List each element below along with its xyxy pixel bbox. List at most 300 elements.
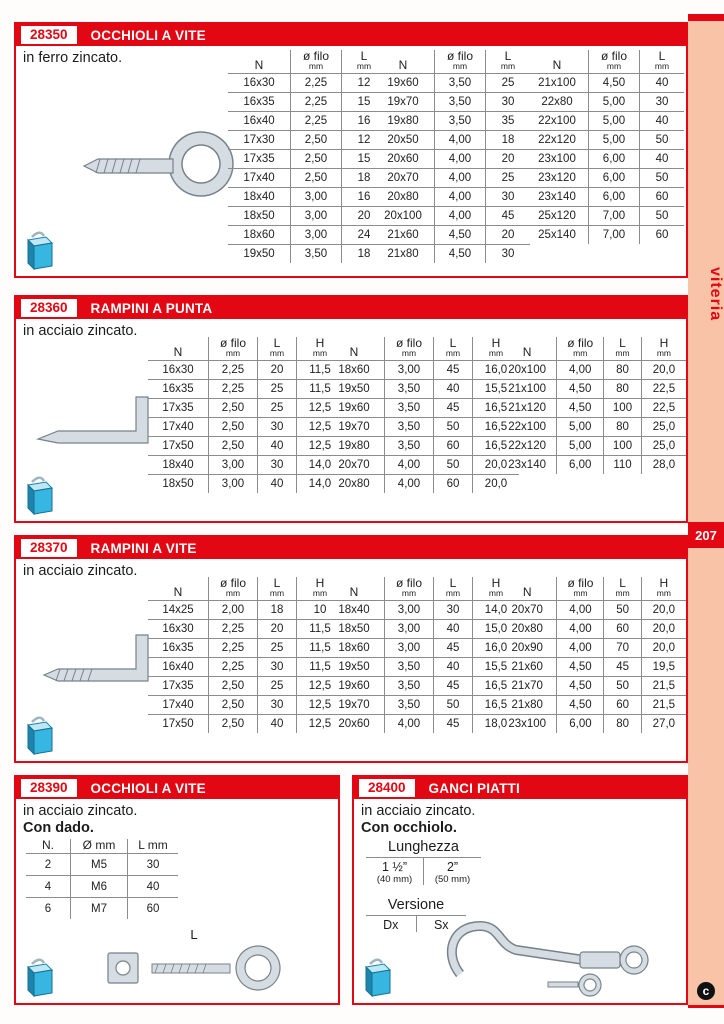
column-header: H mm	[641, 577, 686, 601]
table-cell: 22,5	[641, 399, 686, 418]
length-option: 1 ½” (40 mm)	[376, 860, 413, 885]
table-cell: 40	[258, 437, 297, 456]
table-row	[324, 475, 519, 494]
table-cell: 35	[486, 112, 531, 131]
publisher-logo: c	[697, 982, 715, 1000]
table-cell: 60	[128, 898, 179, 920]
table-cell: 80	[604, 418, 642, 437]
table-cell: 24	[342, 226, 387, 245]
table-row	[148, 677, 343, 696]
table-cell: 23x120	[526, 169, 589, 188]
column-header: ø filo mm	[209, 337, 258, 361]
table-cell: 16	[342, 112, 387, 131]
table-cell: 19,5	[641, 658, 686, 677]
column-header: N	[254, 58, 264, 72]
table-cell: 19x50	[324, 380, 385, 399]
column-header: N	[398, 58, 408, 72]
table-cell: 16,5	[473, 437, 520, 456]
table-cell: 50	[434, 418, 473, 437]
table-cell: 20	[486, 150, 531, 169]
table-cell: 20x80	[372, 188, 435, 207]
screw-hook-illustration	[38, 627, 163, 691]
table-cell: 14x25	[148, 601, 209, 620]
section-header	[16, 297, 686, 319]
table-cell: 12,5	[297, 677, 344, 696]
table-cell: 20	[486, 226, 531, 245]
variant-note: Con occhiolo.	[361, 820, 457, 836]
package-box-icon	[24, 473, 56, 515]
table-cell: 2,50	[209, 399, 258, 418]
table-cell: 16,5	[473, 399, 520, 418]
table-cell: 25	[258, 399, 297, 418]
table-cell: 20x60	[372, 150, 435, 169]
section-28400	[352, 775, 688, 1005]
pointed-hook-illustration	[34, 389, 164, 455]
table-cell: 16x35	[148, 639, 209, 658]
section-header	[16, 24, 686, 46]
column-header: ø filo mm	[209, 577, 258, 601]
table-row	[148, 696, 343, 715]
column-header: N.	[42, 838, 54, 852]
table-cell: 30	[486, 245, 531, 264]
table-cell: 3,50	[385, 696, 434, 715]
table-cell: 45	[486, 207, 531, 226]
package-box-icon	[24, 955, 56, 997]
table-cell: 19x60	[324, 399, 385, 418]
category-label: viteria	[707, 266, 724, 322]
table-cell: 19x60	[372, 74, 435, 93]
table-cell: 19x80	[324, 437, 385, 456]
table-cell: 20x70	[372, 169, 435, 188]
table-cell: 18x50	[148, 475, 209, 494]
table-cell: 25	[258, 380, 297, 399]
table-cell: 25,0	[641, 437, 686, 456]
table-row	[324, 601, 519, 620]
table-cell: 2,50	[291, 131, 342, 150]
table-cell: 17x40	[228, 169, 291, 188]
table-row	[228, 131, 386, 150]
material-note: in acciaio zincato.	[23, 323, 138, 339]
table-cell: 3,00	[385, 639, 434, 658]
table-cell: 22x100	[498, 418, 557, 437]
table-cell: 17x30	[228, 131, 291, 150]
table-row	[324, 620, 519, 639]
table-cell: 5,00	[557, 418, 604, 437]
table-cell: 3,50	[385, 399, 434, 418]
table-cell: 19x70	[324, 418, 385, 437]
table-cell: 4,50	[557, 677, 604, 696]
table-row	[148, 601, 343, 620]
table-cell: 4,50	[435, 226, 486, 245]
table-row	[498, 639, 686, 658]
table-cell: 2,50	[209, 715, 258, 734]
table-row	[26, 854, 178, 876]
table-cell: 4,00	[435, 131, 486, 150]
table-cell: 18x60	[324, 639, 385, 658]
table-cell: 4,00	[385, 456, 434, 475]
table-cell: 60	[640, 188, 685, 207]
table-row	[526, 93, 684, 112]
table-cell: 19x70	[324, 696, 385, 715]
section-code: 28400	[359, 779, 415, 797]
table-cell: 16x40	[228, 112, 291, 131]
column-header: L mm	[640, 50, 685, 74]
table-row	[148, 380, 343, 399]
table-cell: 18x50	[228, 207, 291, 226]
table-cell: 2,25	[209, 639, 258, 658]
table-cell: 60	[604, 696, 641, 715]
side-tab-top-rule	[688, 14, 724, 21]
table-row	[498, 437, 686, 456]
table-cell: 40	[128, 876, 179, 898]
column-header: N	[349, 345, 359, 359]
section-28370	[14, 535, 688, 763]
table-cell: 22x120	[498, 437, 557, 456]
table-row	[372, 188, 530, 207]
table-row	[498, 696, 686, 715]
table-cell: 25	[486, 169, 531, 188]
table-cell: 3,50	[291, 245, 342, 264]
table-cell: 25	[258, 639, 297, 658]
table-cell: 16,5	[473, 677, 520, 696]
material-note: in acciaio zincato.	[23, 803, 138, 819]
table-row	[228, 112, 386, 131]
table-cell: 18x60	[228, 226, 291, 245]
table-cell: 21x80	[372, 245, 435, 264]
section-28390	[14, 775, 340, 1005]
section-title: RAMPINI A VITE	[90, 540, 197, 556]
table-cell: 21,5	[641, 677, 686, 696]
table-cell: 18x60	[324, 361, 385, 380]
table-cell: 6,00	[557, 715, 604, 734]
table-cell: 16x35	[228, 93, 291, 112]
table-row	[26, 876, 178, 898]
column-header: L mm	[486, 50, 531, 74]
table-cell: 10	[297, 601, 344, 620]
column-header: ø filo mm	[435, 50, 486, 74]
table-cell: 16x35	[148, 380, 209, 399]
table-row	[228, 74, 386, 93]
table-cell: 23x100	[526, 150, 589, 169]
table-cell: 40	[640, 74, 685, 93]
table-cell: 19x60	[324, 677, 385, 696]
table-row	[526, 74, 684, 93]
table-cell: 80	[604, 361, 642, 380]
table-cell: 70	[604, 639, 641, 658]
screw-eye-illustration	[78, 124, 238, 209]
table-cell: 4,50	[557, 399, 604, 418]
column-header: L mm	[342, 50, 387, 74]
table-row	[372, 169, 530, 188]
package-box-icon	[362, 955, 394, 997]
spec-table-3	[498, 577, 686, 733]
table-cell: 18x50	[324, 620, 385, 639]
table-cell: 16x30	[148, 361, 209, 380]
column-header: H mm	[297, 577, 344, 601]
table-cell: 20	[342, 207, 387, 226]
table-cell: 18,0	[473, 715, 520, 734]
table-cell: 18	[486, 131, 531, 150]
table-cell: 18	[342, 245, 387, 264]
table-row	[372, 131, 530, 150]
length-option: 2” (50 mm)	[423, 858, 481, 885]
table-row	[324, 399, 519, 418]
table-cell: 45	[434, 677, 473, 696]
table-cell: 25	[486, 74, 531, 93]
table-row	[324, 696, 519, 715]
table-row	[228, 188, 386, 207]
table-cell: 15	[342, 150, 387, 169]
table-cell: 23x100	[498, 715, 557, 734]
table-cell: 6,00	[557, 456, 604, 475]
table-cell: 16,5	[473, 418, 520, 437]
table-row	[324, 418, 519, 437]
table-cell: 2,25	[209, 658, 258, 677]
table-cell: 30	[258, 658, 297, 677]
version-option: Sx	[416, 916, 467, 932]
table-cell: 2,50	[209, 418, 258, 437]
column-header: Ø mm	[71, 839, 128, 854]
table-cell: 4,50	[557, 658, 604, 677]
table-cell: 20,0	[473, 456, 520, 475]
table-cell: 21x70	[498, 677, 557, 696]
table-cell: 4,00	[557, 639, 604, 658]
table-cell: 16,0	[473, 361, 520, 380]
table-cell: 20x100	[372, 207, 435, 226]
table-cell: 11,5	[297, 361, 344, 380]
table-cell: 4,00	[435, 207, 486, 226]
table-cell: 3,50	[435, 112, 486, 131]
table-cell: 15,5	[473, 658, 520, 677]
column-header: H mm	[641, 337, 686, 361]
table-cell: 3,00	[385, 601, 434, 620]
table-cell: 40	[434, 620, 473, 639]
table-cell: 2,00	[209, 601, 258, 620]
table-cell: 3,00	[291, 188, 342, 207]
table-row	[498, 399, 686, 418]
table-cell: 11,5	[297, 620, 344, 639]
version-option: Dx	[383, 918, 399, 932]
table-cell: 50	[604, 677, 641, 696]
table-cell: 16	[342, 188, 387, 207]
table-cell: 20	[258, 620, 297, 639]
column-header: ø filo mm	[589, 50, 640, 74]
table-cell: 30	[128, 854, 179, 876]
table-row	[372, 112, 530, 131]
table-cell: 19x80	[372, 112, 435, 131]
table-cell: 22,5	[641, 380, 686, 399]
table-row	[228, 169, 386, 188]
column-header: ø filo mm	[385, 577, 434, 601]
table-row	[324, 639, 519, 658]
table-cell: 6	[26, 898, 71, 920]
table-cell: 3,50	[385, 658, 434, 677]
table-cell: 12	[342, 131, 387, 150]
column-header: H mm	[473, 337, 520, 361]
section-header	[16, 537, 686, 559]
length-dimension-label: L	[190, 927, 198, 942]
table-cell: 16,0	[473, 639, 520, 658]
table-cell: 17x40	[148, 418, 209, 437]
table-cell: 14,0	[473, 601, 520, 620]
table-cell: 18	[258, 601, 297, 620]
table-cell: 50	[640, 169, 685, 188]
table-cell: 25,0	[641, 418, 686, 437]
table-cell: 100	[604, 437, 642, 456]
table-cell: M7	[71, 898, 128, 920]
table-cell: 3,00	[291, 207, 342, 226]
column-header: N	[173, 585, 183, 599]
table-cell: 17x35	[228, 150, 291, 169]
table-row	[228, 93, 386, 112]
table-cell: 50	[640, 131, 685, 150]
table-cell: 21x60	[372, 226, 435, 245]
table-row	[148, 437, 343, 456]
nut-and-eye-bolt-illustration	[86, 925, 296, 997]
table-cell: 16,5	[473, 696, 520, 715]
column-header: L mm	[434, 577, 473, 601]
table-row	[324, 380, 519, 399]
section-code: 28370	[21, 539, 77, 557]
table-row	[26, 898, 178, 920]
table-cell: 5,00	[589, 131, 640, 150]
material-note: in ferro zincato.	[23, 50, 123, 66]
table-cell: M5	[71, 854, 128, 876]
table-cell: 50	[434, 456, 473, 475]
table-row	[228, 226, 386, 245]
table-cell: 6,00	[589, 188, 640, 207]
table-cell: 45	[604, 658, 641, 677]
table-cell: 12	[342, 74, 387, 93]
table-row	[148, 418, 343, 437]
column-header: N	[522, 345, 532, 359]
table-row	[324, 361, 519, 380]
material-note: in acciaio zincato.	[23, 563, 138, 579]
table-cell: 18	[342, 169, 387, 188]
table-cell: 25	[258, 677, 297, 696]
column-header: ø filo mm	[557, 577, 604, 601]
table-cell: 20x70	[324, 456, 385, 475]
table-row	[372, 150, 530, 169]
spec-table-1	[148, 337, 343, 493]
column-header: L mm	[604, 337, 642, 361]
table-cell: 19x50	[228, 245, 291, 264]
table-cell: 3,50	[435, 93, 486, 112]
table-row	[498, 601, 686, 620]
table-cell: 3,50	[385, 437, 434, 456]
table-cell: 14,0	[297, 456, 344, 475]
table-cell: 12,5	[297, 437, 344, 456]
table-cell: 45	[434, 639, 473, 658]
table-cell: 15,5	[473, 380, 520, 399]
table-cell: 12,5	[297, 715, 344, 734]
table-row	[148, 475, 343, 494]
table-cell: 6,00	[589, 169, 640, 188]
table-cell: 2,25	[291, 93, 342, 112]
spec-table-2	[324, 337, 519, 493]
table-row	[148, 620, 343, 639]
column-header: ø filo mm	[291, 50, 342, 74]
table-cell: 40	[434, 380, 473, 399]
table-cell: 27,0	[641, 715, 686, 734]
table-cell: M6	[71, 876, 128, 898]
table-row	[324, 456, 519, 475]
table-cell: 3,00	[209, 475, 258, 494]
table-cell: 30	[258, 418, 297, 437]
table-cell: 25x120	[526, 207, 589, 226]
section-title: OCCHIOLI A VITE	[90, 27, 206, 43]
table-row	[148, 715, 343, 734]
table-row	[498, 380, 686, 399]
table-cell: 18x40	[148, 456, 209, 475]
section-code: 28350	[21, 26, 77, 44]
table-cell: 3,50	[385, 418, 434, 437]
table-cell: 7,00	[589, 207, 640, 226]
spec-table-1	[148, 577, 343, 733]
table-row	[526, 207, 684, 226]
table-cell: 21x100	[526, 74, 589, 93]
table-cell: 21x100	[498, 380, 557, 399]
table-cell: 11,5	[297, 639, 344, 658]
package-box-icon	[24, 228, 56, 270]
table-cell: 20x60	[324, 715, 385, 734]
table-cell: 19x50	[324, 658, 385, 677]
table-cell: 40	[640, 150, 685, 169]
length-options-table	[366, 839, 481, 885]
table-cell: 20,0	[641, 361, 686, 380]
table-cell: 30	[434, 601, 473, 620]
table-row	[148, 399, 343, 418]
table-row	[372, 74, 530, 93]
table-cell: 3,50	[385, 380, 434, 399]
table-row	[498, 620, 686, 639]
table-cell: 60	[434, 475, 473, 494]
section-header	[354, 777, 686, 799]
table-cell: 12,5	[297, 696, 344, 715]
table-cell: 2,50	[291, 150, 342, 169]
table-cell: 7,00	[589, 226, 640, 245]
table-cell: 20,0	[641, 639, 686, 658]
table-cell: 25x140	[526, 226, 589, 245]
table-cell: 30	[486, 188, 531, 207]
table-cell: 2	[26, 854, 71, 876]
table-cell: 40	[434, 658, 473, 677]
table-row	[498, 456, 686, 475]
table-cell: 40	[258, 475, 297, 494]
table-cell: 2,25	[209, 620, 258, 639]
table-cell: 40	[640, 112, 685, 131]
table-row	[526, 131, 684, 150]
spec-table	[26, 839, 178, 919]
table-cell: 11,5	[297, 380, 344, 399]
table-cell: 19x70	[372, 93, 435, 112]
table-row	[526, 169, 684, 188]
table-cell: 4,00	[557, 361, 604, 380]
table-row	[498, 677, 686, 696]
table-cell: 3,00	[385, 620, 434, 639]
table-cell: 17x50	[148, 437, 209, 456]
table-cell: 4	[26, 876, 71, 898]
table-cell: 2,50	[291, 169, 342, 188]
table-cell: 20,0	[641, 620, 686, 639]
table-cell: 60	[604, 620, 641, 639]
column-header: L mm	[258, 337, 297, 361]
table-cell: 18x40	[324, 601, 385, 620]
table-row	[148, 639, 343, 658]
table-cell: 23x140	[498, 456, 557, 475]
table-cell: 110	[604, 456, 642, 475]
table-cell: 20x70	[498, 601, 557, 620]
